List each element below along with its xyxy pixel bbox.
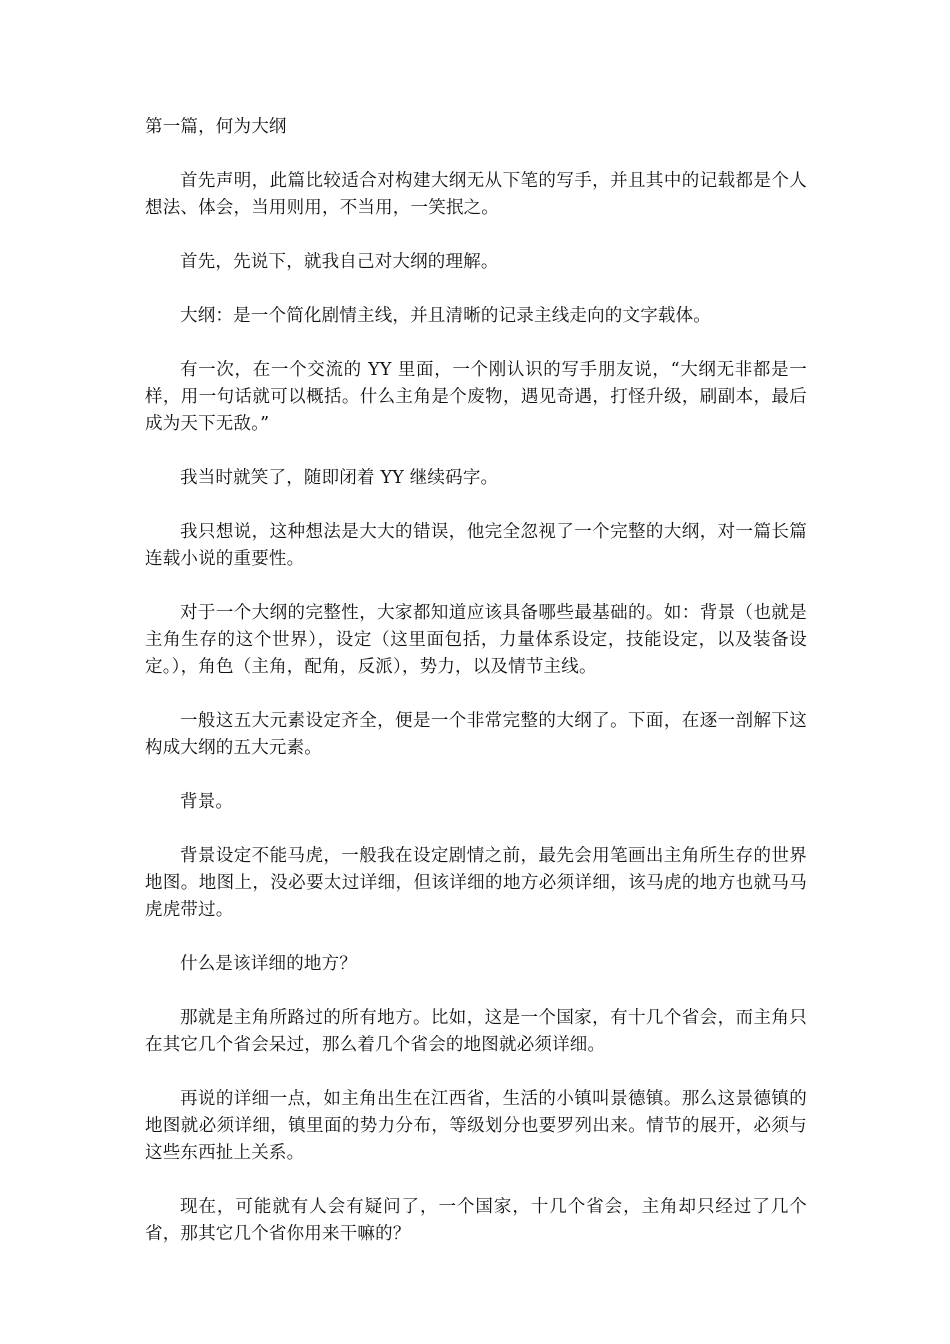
paragraph: 对于一个大纲的完整性，大家都知道应该具备哪些最基础的。如：背景（也就是主角生存的这个世界），设定（这里面包括，力量体系设定，技能设定，以及装备设定。），角色（主角，配角，反派），势力，以及情节主线。 [145, 603, 807, 677]
paragraph: 我只想说，这种想法是大大的错误，他完全忽视了一个完整的大纲，对一篇长篇连载小说的重要性。 [145, 522, 807, 569]
document-title: 第一篇，何为大纲 [145, 117, 287, 137]
paragraph: 现在，可能就有人会有疑问了，一个国家，十几个省会，主角却只经过了几个省，那其它几个省你用来干嘛的？ [145, 1197, 807, 1244]
paragraph: 一般这五大元素设定齐全，便是一个非常完整的大纲了。下面，在逐一剖解下这构成大纲的五大元素。 [145, 711, 807, 758]
paragraph: 大纲：是一个简化剧情主线，并且清晰的记录主线走向的文字载体。 [180, 306, 711, 326]
paragraph: 那就是主角所路过的所有地方。比如，这是一个国家，有十几个省会，而主角只在其它几个省会呆过，那么着几个省会的地图就必须详细。 [145, 1008, 807, 1055]
paragraph: 首先声明，此篇比较适合对构建大纲无从下笔的写手，并且其中的记载都是个人想法、体会，当用则用，不当用，一笑抿之。 [145, 171, 807, 218]
paragraph: 背景。 [180, 792, 234, 812]
paragraph: 再说的详细一点，如主角出生在江西省，生活的小镇叫景德镇。那么这景德镇的地图就必须详细，镇里面的势力分布，等级划分也要罗列出来。情节的展开，必须与这些东西扯上关系。 [145, 1089, 807, 1163]
paragraph: 我当时就笑了，随即闭着 YY 继续码字。 [180, 468, 499, 488]
paragraph: 有一次，在一个交流的 YY 里面，一个刚认识的写手朋友说，“大纲无非都是一样，用一句话就可以概括。什么主角是个废物，遇见奇遇，打怪升级，刷副本，最后成为天下无敌。” [145, 360, 807, 434]
paragraph: 什么是该详细的地方？ [180, 954, 357, 974]
paragraph: 首先，先说下，就我自己对大纲的理解。 [180, 252, 499, 272]
paragraph: 背景设定不能马虎，一般我在设定剧情之前，最先会用笔画出主角所生存的世界地图。地图上，没必要太过详细，但该详细的地方必须详细，该马虎的地方也就马马虎虎带过。 [145, 846, 807, 920]
document-body [145, 114, 807, 1275]
